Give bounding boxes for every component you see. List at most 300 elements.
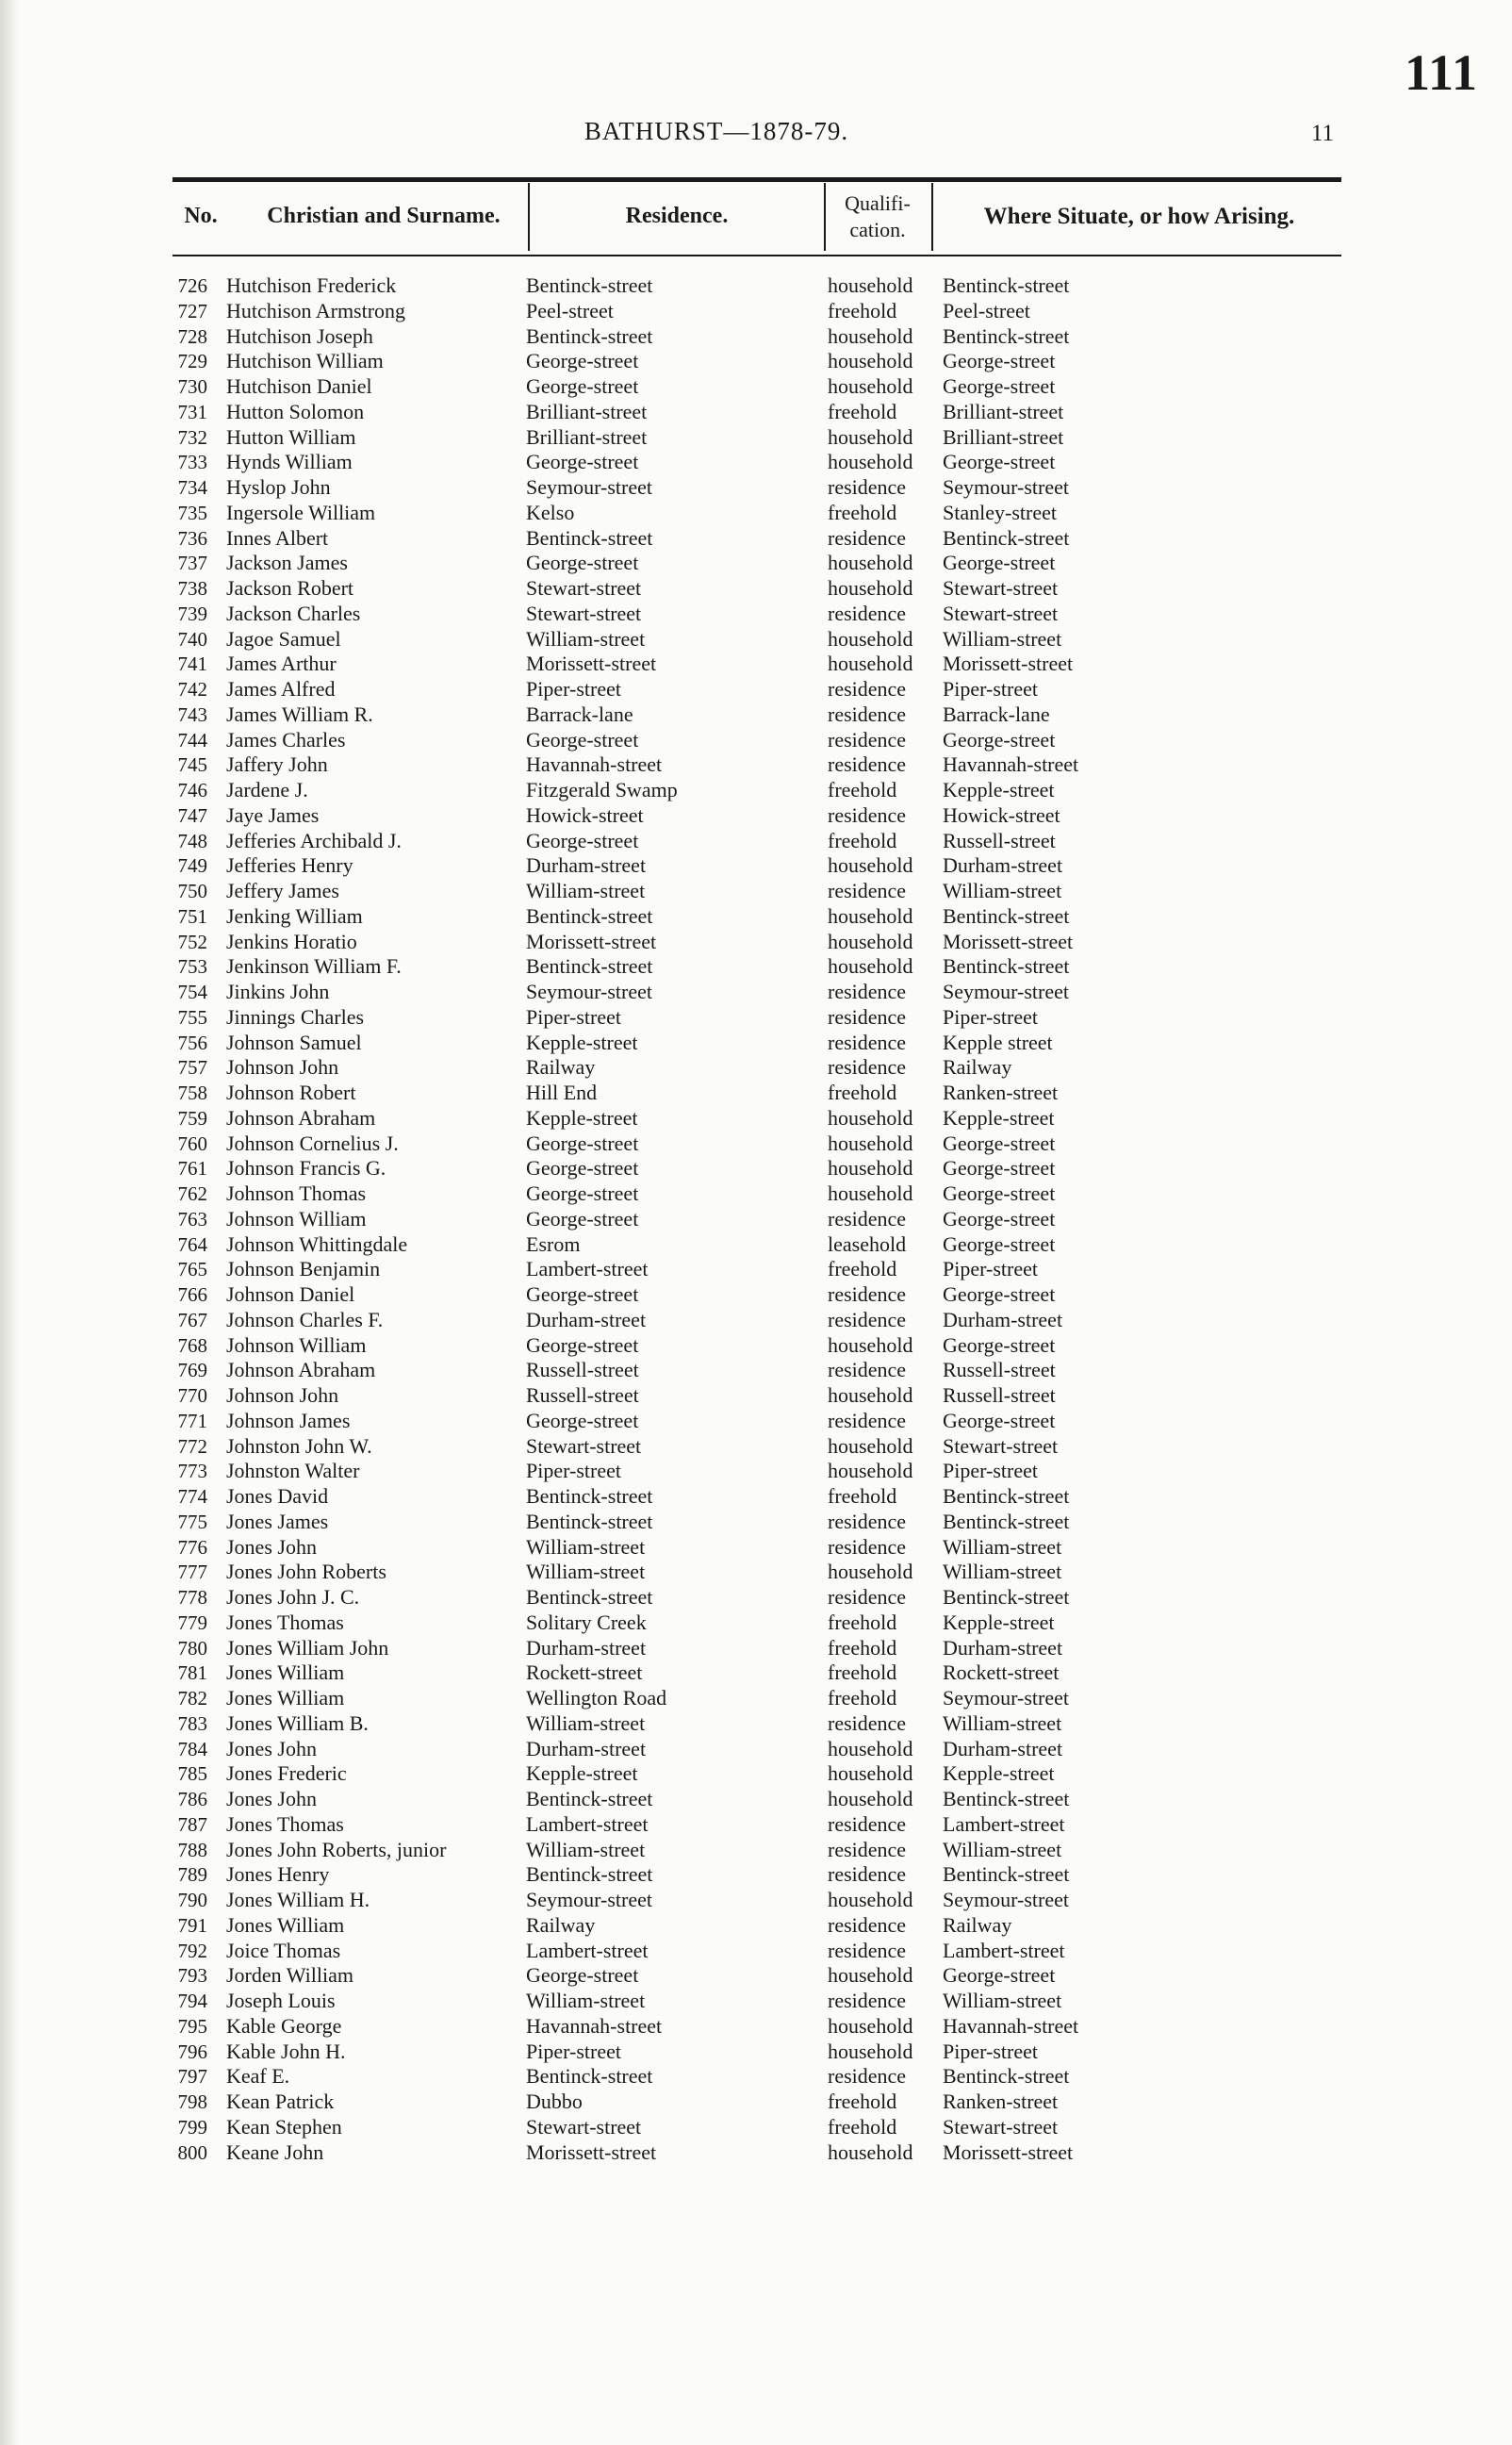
entry-number: 726 [177, 274, 207, 297]
where-situate-cell: Stewart-street [943, 1433, 1059, 1458]
entry-number: 758 [177, 1082, 207, 1104]
residence-cell: William-street [526, 1837, 646, 1861]
table-row [0, 425, 1512, 451]
residence-cell: Piper-street [526, 677, 621, 701]
qualification-cell: freehold [828, 1484, 897, 1508]
elector-name: Jones John Roberts, junior [226, 1837, 447, 1861]
where-situate-cell: George-street [943, 551, 1056, 575]
residence-cell: George-street [526, 1156, 639, 1181]
entry-number: 778 [177, 1586, 207, 1609]
table-row [0, 576, 1512, 602]
qualification-cell: household [828, 374, 913, 398]
entry-number: 796 [177, 2040, 207, 2063]
residence-cell: Bentinck-street [526, 1862, 653, 1887]
qualification-cell: residence [828, 1710, 907, 1735]
residence-cell: George-street [526, 1408, 639, 1432]
where-situate-cell: Kepple-street [943, 778, 1055, 801]
where-situate-cell: Railway [943, 1912, 1012, 1937]
where-situate-cell: Piper-street [943, 1257, 1038, 1281]
entry-number: 734 [177, 476, 207, 499]
table-row [0, 879, 1512, 904]
where-situate-cell: Durham-street [943, 1635, 1063, 1660]
table-row [0, 954, 1512, 980]
qualification-cell: household [828, 576, 913, 600]
residence-cell: Lambert-street [526, 1938, 649, 1962]
entry-number: 747 [177, 803, 207, 827]
table-row [0, 1963, 1512, 1989]
table-row [0, 1737, 1512, 1762]
residence-cell: Russell-street [526, 1358, 639, 1382]
elector-name: Johnson Whittingdale [226, 1231, 408, 1256]
residence-cell: Russell-street [526, 1383, 639, 1407]
qualification-cell: household [828, 1332, 913, 1357]
elector-name: Jackson James [226, 551, 348, 575]
qualification-cell: household [828, 1433, 913, 1458]
elector-name: Johnson William [226, 1206, 367, 1231]
elector-name: Jeffery James [226, 879, 339, 902]
where-situate-cell: George-street [943, 727, 1056, 752]
qualification-cell: household [828, 1736, 913, 1760]
residence-cell: Piper-street [526, 1004, 621, 1029]
where-situate-cell: Piper-street [943, 2039, 1038, 2063]
table-row [0, 324, 1512, 350]
table-row [0, 374, 1512, 400]
entry-number: 762 [177, 1182, 207, 1205]
table-row [0, 273, 1512, 299]
qualification-cell: residence [828, 879, 907, 902]
qualification-cell: freehold [828, 1660, 897, 1685]
elector-name: Keane John [226, 2139, 324, 2164]
where-situate-cell: Stewart-street [943, 576, 1059, 600]
elector-name: Johnson Thomas [226, 1181, 367, 1205]
qualification-cell: residence [828, 980, 907, 1003]
qualification-cell: residence [828, 1004, 907, 1029]
entry-number: 775 [177, 1510, 207, 1533]
where-situate-cell: George-street [943, 374, 1056, 398]
qualification-cell: residence [828, 1862, 907, 1887]
entry-number: 773 [177, 1460, 207, 1483]
entry-number: 753 [177, 955, 207, 979]
entry-number: 732 [177, 425, 207, 449]
entry-number: 774 [177, 1485, 207, 1508]
residence-cell: William-street [526, 879, 646, 902]
elector-list [0, 273, 1512, 2165]
residence-cell: Bentinck-street [526, 525, 653, 550]
qualification-cell: residence [828, 1307, 907, 1331]
qualification-cell: household [828, 2039, 913, 2063]
table-row [0, 1383, 1512, 1409]
qualification-cell: freehold [828, 828, 897, 852]
elector-name: Johnson Benjamin [226, 1257, 381, 1281]
entry-number: 787 [177, 1812, 207, 1836]
residence-cell: Brilliant-street [526, 424, 648, 449]
table-row [0, 652, 1512, 677]
page-number: 111 [1404, 44, 1478, 101]
entry-number: 742 [177, 678, 207, 701]
table-row [0, 1358, 1512, 1383]
column-header-qualification-line1: Qualifi- [845, 191, 911, 215]
where-situate-cell: Seymour-street [943, 475, 1069, 499]
elector-name: Jones William B. [226, 1710, 369, 1735]
table-row [0, 1106, 1512, 1132]
qualification-cell: residence [828, 1358, 907, 1382]
qualification-cell: leasehold [828, 1231, 907, 1256]
residence-cell: Brilliant-street [526, 399, 648, 423]
entry-number: 772 [177, 1434, 207, 1458]
where-situate-cell: William-street [943, 626, 1062, 651]
entry-number: 755 [177, 1005, 207, 1029]
entry-number: 740 [177, 627, 207, 651]
table-row [0, 1611, 1512, 1636]
table-row [0, 450, 1512, 475]
entry-number: 763 [177, 1207, 207, 1231]
elector-name: James Alfred [226, 677, 336, 701]
qualification-cell: household [828, 903, 913, 928]
qualification-cell: household [828, 1560, 913, 1584]
qualification-cell: residence [828, 802, 907, 827]
where-situate-cell: Seymour-street [943, 1686, 1069, 1710]
qualification-cell: freehold [828, 1257, 897, 1281]
qualification-cell: residence [828, 1030, 907, 1054]
where-situate-cell: Morissett-street [943, 929, 1074, 953]
where-situate-cell: Bentinck-street [943, 2064, 1070, 2089]
residence-cell: Stewart-street [526, 576, 642, 600]
residence-cell: Kelso [526, 500, 575, 524]
entry-number: 768 [177, 1333, 207, 1357]
table-row [0, 627, 1512, 653]
entry-number: 798 [177, 2090, 207, 2113]
elector-name: Jorden William [226, 1963, 353, 1988]
qualification-cell: household [828, 1459, 913, 1483]
column-header-qualification [828, 190, 928, 243]
table-row [0, 1939, 1512, 1964]
residence-cell: George-street [526, 1282, 639, 1306]
column-header-name: Christian and Surname. [267, 204, 501, 228]
elector-name: Johnson James [226, 1408, 351, 1432]
elector-name: Jones Thomas [226, 1811, 344, 1836]
entry-number: 784 [177, 1737, 207, 1760]
entry-number: 786 [177, 1788, 207, 1810]
table-row [0, 1031, 1512, 1056]
entry-number: 739 [177, 602, 207, 625]
elector-name: Jones William [226, 1660, 345, 1685]
entry-number: 791 [177, 1913, 207, 1937]
elector-name: Jefferies Henry [226, 853, 353, 878]
elector-name: Jones David [226, 1484, 329, 1508]
entry-number: 736 [177, 526, 207, 550]
entry-number: 741 [177, 653, 207, 676]
entry-number: 735 [177, 501, 207, 524]
where-situate-cell: George-street [943, 1282, 1056, 1306]
entry-number: 788 [177, 1838, 207, 1861]
residence-cell: Stewart-street [526, 1433, 642, 1458]
residence-cell: Seymour-street [526, 475, 652, 499]
table-row [0, 349, 1512, 374]
elector-name: Johnson Francis G. [226, 1156, 386, 1181]
elector-name: Joice Thomas [226, 1938, 341, 1962]
entry-number: 765 [177, 1258, 207, 1281]
qualification-cell: residence [828, 1585, 907, 1609]
qualification-cell: household [828, 1131, 913, 1155]
entry-number: 728 [177, 324, 207, 348]
qualification-cell: household [828, 1787, 913, 1810]
table-row [0, 702, 1512, 728]
elector-name: Jenkinson William F. [226, 954, 402, 979]
table-row [0, 1484, 1512, 1510]
residence-cell: Seymour-street [526, 1888, 652, 1911]
entry-number: 751 [177, 904, 207, 928]
residence-cell: Bentinck-street [526, 323, 653, 348]
residence-cell: Bentinck-street [526, 1585, 653, 1609]
where-situate-cell: Bentinck-street [943, 1787, 1070, 1810]
residence-cell: William-street [526, 1989, 646, 2012]
table-row [0, 1459, 1512, 1484]
elector-name: Johnson Abraham [226, 1358, 376, 1382]
elector-name: Johnson Abraham [226, 1105, 376, 1130]
where-situate-cell: Lambert-street [943, 1938, 1065, 1962]
entry-number: 744 [177, 728, 207, 752]
where-situate-cell: Ranken-street [943, 1081, 1059, 1104]
table-row [0, 1761, 1512, 1787]
residence-cell: Morissett-street [526, 652, 657, 676]
where-situate-cell: William-street [943, 1534, 1062, 1559]
elector-name: Jones John Roberts [226, 1560, 386, 1584]
where-situate-cell: Kepple-street [943, 1761, 1055, 1786]
elector-name: Jones William H. [226, 1888, 370, 1911]
table-row [0, 1434, 1512, 1460]
elector-name: Jones William John [226, 1635, 389, 1660]
where-situate-cell: George-street [943, 1156, 1056, 1181]
residence-cell: Piper-street [526, 1459, 621, 1483]
entry-number: 777 [177, 1561, 207, 1584]
elector-name: Jones William [226, 1912, 345, 1937]
residence-cell: Morissett-street [526, 929, 657, 953]
where-situate-cell: George-street [943, 1181, 1056, 1205]
qualification-cell: household [828, 1181, 913, 1205]
table-row [0, 1838, 1512, 1863]
residence-cell: Railway [526, 1055, 596, 1080]
column-header-residence: Residence. [625, 204, 729, 228]
sheet-number: 11 [1310, 121, 1334, 146]
table-row [0, 1636, 1512, 1661]
qualification-cell: household [828, 652, 913, 676]
residence-cell: George-street [526, 727, 639, 752]
qualification-cell: residence [828, 2064, 907, 2089]
residence-cell: George-street [526, 1181, 639, 1205]
elector-name: Jones John [226, 1534, 317, 1559]
elector-name: Johnson Samuel [226, 1030, 362, 1054]
entry-number: 730 [177, 375, 207, 398]
entry-number: 794 [177, 1990, 207, 2012]
residence-cell: William-street [526, 626, 646, 651]
residence-cell: Kepple-street [526, 1105, 638, 1130]
residence-cell: George-street [526, 349, 639, 373]
qualification-cell: household [828, 273, 913, 297]
qualification-cell: household [828, 954, 913, 979]
table-row [0, 1585, 1512, 1611]
table-row [0, 1232, 1512, 1258]
residence-cell: Havannah-street [526, 752, 663, 777]
entry-number: 757 [177, 1056, 207, 1080]
entry-number: 800 [177, 2140, 207, 2164]
residence-cell: Bentinck-street [526, 1787, 653, 1810]
residence-cell: Wellington Road [526, 1686, 667, 1710]
where-situate-cell: Brilliant-street [943, 424, 1064, 449]
qualification-cell: residence [828, 1811, 907, 1836]
where-situate-cell: Ranken-street [943, 2090, 1059, 2113]
elector-name: Jones William [226, 1686, 345, 1710]
table-row [0, 1181, 1512, 1207]
qualification-cell: household [828, 929, 913, 953]
elector-name: Jones Frederic [226, 1761, 347, 1786]
elector-name: Hutchison Armstrong [226, 298, 406, 322]
elector-name: Johnson Cornelius J. [226, 1131, 399, 1155]
table-row [0, 829, 1512, 854]
where-situate-cell: William-street [943, 1710, 1062, 1735]
where-situate-cell: George-street [943, 1131, 1056, 1155]
table-row [0, 1081, 1512, 1106]
residence-cell: George-street [526, 1332, 639, 1357]
table-row [0, 778, 1512, 803]
qualification-cell: freehold [828, 500, 897, 524]
entry-number: 792 [177, 1939, 207, 1962]
residence-cell: Durham-street [526, 1307, 647, 1331]
residence-cell: Stewart-street [526, 2114, 642, 2139]
where-situate-cell: Stewart-street [943, 2114, 1059, 2139]
where-situate-cell: Bentinck-street [943, 1862, 1070, 1887]
qualification-cell: residence [828, 1206, 907, 1231]
qualification-cell: household [828, 626, 913, 651]
residence-cell: Barrack-lane [526, 702, 633, 726]
qualification-cell: freehold [828, 2090, 897, 2113]
qualification-cell: freehold [828, 2114, 897, 2139]
table-row [0, 1156, 1512, 1181]
qualification-cell: household [828, 551, 913, 575]
table-row [0, 1257, 1512, 1282]
entry-number: 729 [177, 350, 207, 373]
entry-number: 793 [177, 1964, 207, 1988]
qualification-cell: household [828, 349, 913, 373]
residence-cell: Bentinck-street [526, 954, 653, 979]
qualification-cell: household [828, 1383, 913, 1407]
where-situate-cell: Piper-street [943, 1459, 1038, 1483]
table-row [0, 677, 1512, 702]
where-situate-cell: Stanley-street [943, 500, 1057, 524]
elector-name: Jones John [226, 1736, 317, 1760]
where-situate-cell: Peel-street [943, 298, 1030, 322]
table-row [0, 1055, 1512, 1081]
table-row [0, 2014, 1512, 2040]
elector-name: Jones James [226, 1509, 329, 1533]
where-situate-cell: George-street [943, 349, 1056, 373]
table-row [0, 803, 1512, 829]
where-situate-cell: Stewart-street [943, 601, 1059, 625]
residence-cell: Kepple-street [526, 1030, 638, 1054]
where-situate-cell: Seymour-street [943, 980, 1069, 1003]
elector-name: Jefferies Archibald J. [226, 828, 402, 852]
entry-number: 766 [177, 1283, 207, 1306]
elector-name: Hutchison William [226, 349, 384, 373]
residence-cell: Peel-street [526, 298, 614, 322]
table-row [0, 1686, 1512, 1711]
entry-number: 750 [177, 880, 207, 902]
running-head: BATHURST—1878-79. [583, 117, 849, 145]
column-divider [931, 183, 933, 251]
elector-name: Kean Stephen [226, 2114, 342, 2139]
table-row [0, 400, 1512, 425]
where-situate-cell: George-street [943, 1408, 1056, 1432]
elector-name: Kable John H. [226, 2039, 346, 2063]
residence-cell: Seymour-street [526, 980, 652, 1003]
where-situate-cell: Russell-street [943, 1383, 1056, 1407]
entry-number: 781 [177, 1661, 207, 1685]
table-row [0, 1409, 1512, 1434]
entry-number: 790 [177, 1889, 207, 1911]
entry-number: 785 [177, 1762, 207, 1786]
table-row [0, 551, 1512, 576]
elector-name: Hutchison Daniel [226, 374, 372, 398]
qualification-cell: residence [828, 1938, 907, 1962]
where-situate-cell: Havannah-street [943, 2013, 1079, 2038]
residence-cell: Bentinck-street [526, 1484, 653, 1508]
elector-name: James Arthur [226, 652, 337, 676]
entry-number: 748 [177, 829, 207, 852]
entry-number: 749 [177, 854, 207, 878]
where-situate-cell: Bentinck-street [943, 954, 1070, 979]
qualification-cell: residence [828, 1534, 907, 1559]
residence-cell: Hill End [526, 1081, 598, 1104]
elector-name: Johnson John [226, 1383, 339, 1407]
elector-name: Jenkins Horatio [226, 929, 357, 953]
elector-name: Johnson Daniel [226, 1282, 355, 1306]
column-header-no: No. [184, 204, 218, 228]
where-situate-cell: Durham-street [943, 1736, 1063, 1760]
entry-number: 764 [177, 1232, 207, 1256]
where-situate-cell: William-street [943, 1837, 1062, 1861]
where-situate-cell: Durham-street [943, 853, 1063, 878]
entry-number: 746 [177, 779, 207, 801]
entry-number: 779 [177, 1611, 207, 1634]
table-row [0, 1913, 1512, 1939]
where-situate-cell: Brilliant-street [943, 399, 1064, 423]
where-situate-cell: George-street [943, 450, 1056, 474]
qualification-cell: residence [828, 525, 907, 550]
table-row [0, 980, 1512, 1005]
residence-cell: Bentinck-street [526, 273, 653, 297]
table-row [0, 1660, 1512, 1686]
table-row [0, 904, 1512, 930]
qualification-cell: residence [828, 475, 907, 499]
qualification-cell: residence [828, 752, 907, 777]
residence-cell: Piper-street [526, 2039, 621, 2063]
column-header-where [937, 204, 1341, 230]
elector-name: Jones John J. C. [226, 1585, 360, 1609]
elector-name: Jaffery John [226, 752, 328, 777]
residence-cell: George-street [526, 551, 639, 575]
residence-cell: William-street [526, 1534, 646, 1559]
qualification-cell: freehold [828, 1610, 897, 1634]
table-row [0, 1535, 1512, 1561]
table-row [0, 752, 1512, 778]
residence-cell: George-street [526, 1963, 639, 1988]
table-row [0, 2090, 1512, 2115]
entry-number: 738 [177, 577, 207, 600]
column-header-qualification-line2: cation. [849, 218, 906, 241]
entry-number: 743 [177, 702, 207, 726]
elector-name: Johnson Charles F. [226, 1307, 384, 1331]
where-situate-cell: Russell-street [943, 828, 1056, 852]
table-row [0, 602, 1512, 627]
